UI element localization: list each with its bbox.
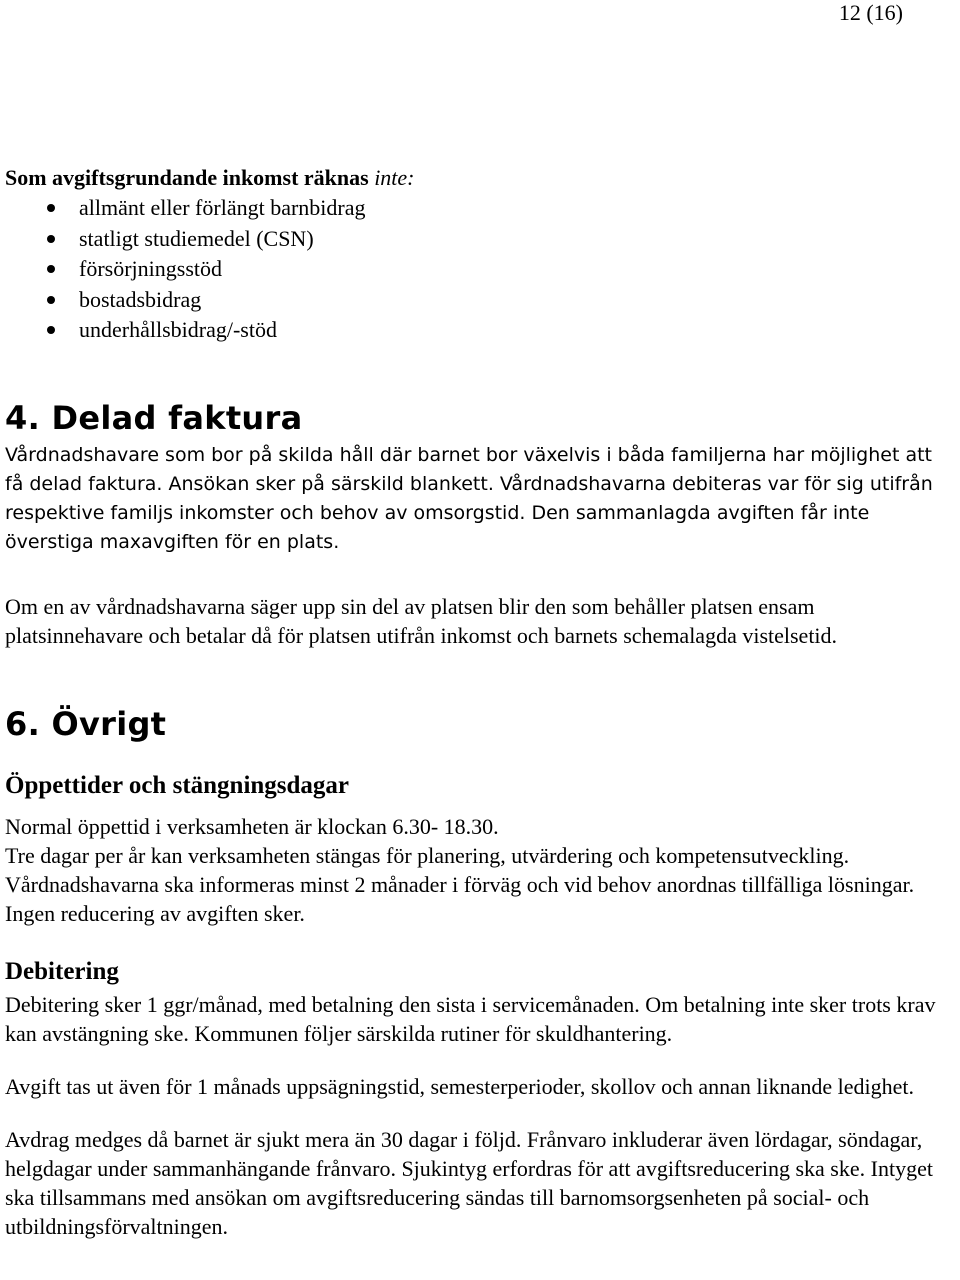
debitering-heading: Debitering bbox=[5, 958, 119, 985]
delad-faktura-heading: 4. Delad faktura bbox=[5, 399, 303, 437]
page-number: 12 (16) bbox=[838, 0, 903, 25]
list-item: bostadsbidrag bbox=[5, 285, 955, 316]
income-section bbox=[5, 163, 955, 346]
oppettider-heading: Öppettider och stängningsdagar bbox=[5, 772, 350, 799]
list-item: allmänt eller förlängt barnbidrag bbox=[5, 193, 955, 224]
list-item: försörjningsstöd bbox=[5, 254, 955, 285]
delad-faktura-paragraph: Vårdnadshavare som bor på skilda håll där barnet bor växelvis i båda familjerna har möjlighet att få delad faktura. Ansökan sker på särskild blankett. Vårdnadshavarna debiteras var för sig utifrån respektive familjs inkomster och behov av omsorgstid. Den sammanlagda avgiften får inte överstiga maxavgiften för en plats. bbox=[5, 444, 933, 553]
oppettider-line: Normal öppettid i verksamheten är klockan 6.30- 18.30. bbox=[5, 814, 499, 839]
om-section bbox=[5, 592, 955, 650]
list-item: underhållsbidrag/-stöd bbox=[5, 315, 955, 346]
debitering-paragraph-2: Avgift tas ut även för 1 månads uppsägningstid, semesterperioder, skollov och annan liknande ledighet. bbox=[5, 1074, 915, 1099]
delad-faktura-section bbox=[5, 398, 955, 557]
ovrigt-heading: 6. Övrigt bbox=[5, 705, 167, 743]
bullet-icon bbox=[47, 326, 55, 334]
om-paragraph: Om en av vårdnadshavarna säger upp sin del av platsen blir den som behåller platsen ensam platsinnehavare och betalar då för platsen utifrån inkomst och barnets schemalagda vistelsetid. bbox=[5, 594, 838, 648]
income-list bbox=[5, 193, 955, 346]
bullet-icon bbox=[47, 204, 55, 212]
oppettider-paragraph: Tre dagar per år kan verksamheten stängas för planering, utvärdering och kompetensutveckling. Vårdnadshavarna ska informeras minst 2 månader i förväg och vid behov anordnas tillfälliga lösningar. Ingen reducering av avgiften sker. bbox=[5, 843, 915, 926]
oppettider-section bbox=[5, 770, 955, 928]
income-heading bbox=[5, 163, 955, 193]
bullet-icon bbox=[47, 265, 55, 273]
income-heading-text: Som avgiftsgrundande inkomst räknas bbox=[5, 165, 369, 190]
debitering-section bbox=[5, 956, 955, 1241]
bullet-icon bbox=[47, 296, 55, 304]
debitering-paragraph-3: Avdrag medges då barnet är sjukt mera än 30 dagar i följd. Frånvaro inkluderar även lördagar, söndagar, helgdagar under sammanhängande frånvaro. Sjukintyg erfordras för att avgiftsreducering ska ske. Intyget ska tillsammans med ansökan om avgiftsreducering sändas till barnomsorgsenheten på social- och utbildningsförvaltningen. bbox=[5, 1127, 933, 1239]
income-heading-italic: inte: bbox=[374, 165, 415, 190]
list-item: statligt studiemedel (CSN) bbox=[5, 224, 955, 255]
bullet-icon bbox=[47, 235, 55, 243]
debitering-paragraph-1: Debitering sker 1 ggr/månad, med betalning den sista i servicemånaden. Om betalning inte sker trots krav kan avstängning ske. Kommunen följer särskilda rutiner för skuldhantering. bbox=[5, 992, 936, 1046]
ovrigt-section bbox=[5, 704, 955, 744]
